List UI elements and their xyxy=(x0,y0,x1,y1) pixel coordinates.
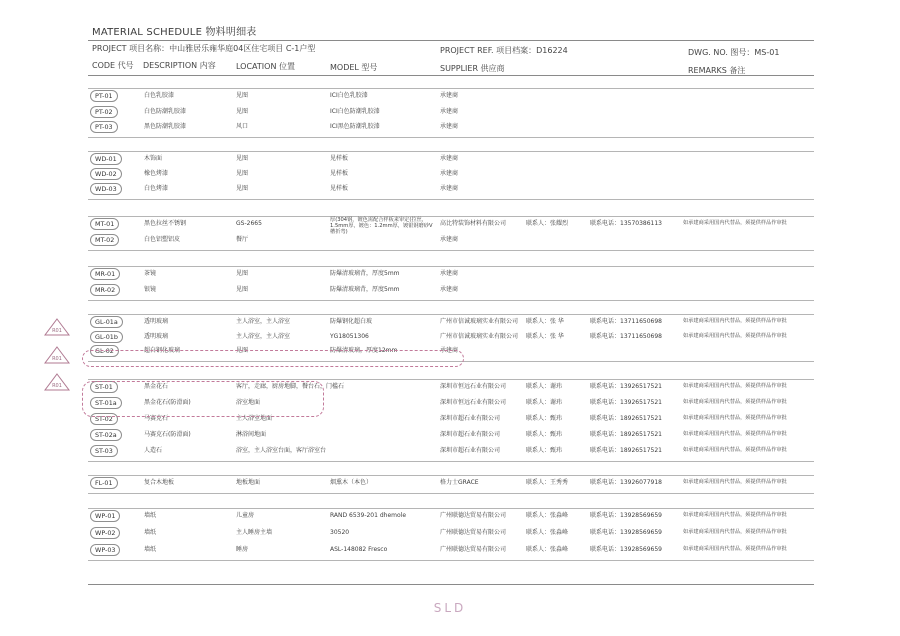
material-location: 见图 xyxy=(236,155,249,162)
material-supplier: 承建商 xyxy=(440,107,459,115)
material-remark: 如承建商采用国内代替品，须提供样品作审批 xyxy=(683,479,787,485)
material-location: 主人浴室，主人浴室 xyxy=(236,332,291,340)
supplier-phone: 联系电话：18926517521 xyxy=(590,447,662,454)
material-model: 防爆清玻璃背，厚度5mm xyxy=(330,270,400,277)
material-description: 马赛克石(防滑面) xyxy=(144,431,191,438)
material-code-badge: WP-03 xyxy=(90,544,120,556)
material-code-badge: ST-02 xyxy=(90,413,118,425)
material-description: 白色烤漆 xyxy=(144,185,169,192)
material-location: 浴室地面 xyxy=(236,399,261,406)
supplier-phone: 联系电话：13926517521 xyxy=(590,383,662,390)
material-model: YG18051306 xyxy=(330,332,369,340)
material-supplier: 深圳市恒远石业有限公司 xyxy=(440,399,507,406)
material-location: 主人睡房主墙 xyxy=(236,529,273,536)
material-location: 主人浴室地面 xyxy=(236,415,273,422)
material-model: ASL-148082 Fresco xyxy=(330,546,388,553)
material-supplier: 深圳市超石业有限公司 xyxy=(440,447,501,454)
material-description: 透明玻璃 xyxy=(144,332,169,340)
material-description: 茶镜 xyxy=(144,270,157,277)
material-description: 墙纸 xyxy=(144,512,157,519)
material-description: 墙纸 xyxy=(144,546,157,553)
material-code-badge: GL-01b xyxy=(90,331,123,343)
material-code-badge: GL-01a xyxy=(90,316,123,328)
group-rule xyxy=(88,137,814,138)
group-rule xyxy=(88,250,814,251)
material-supplier: 承建商 xyxy=(440,286,459,293)
material-remark: 如承建商采用国内代替品，须提供样品作审批 xyxy=(683,529,787,535)
material-description: 墙纸 xyxy=(144,529,157,536)
material-code-badge: GL-02 xyxy=(90,345,119,357)
group-rule xyxy=(88,300,814,301)
col-header-location: LOCATION 位置 xyxy=(236,62,295,71)
material-description: 透明玻璃 xyxy=(144,318,169,325)
material-supplier: 广州联德达贸易有限公司 xyxy=(440,546,507,553)
material-code-badge: ST-02a xyxy=(90,429,122,441)
group-rule xyxy=(88,88,814,89)
material-remark: 如承建商采用国内代替品，须提供样品作审批 xyxy=(683,431,787,437)
material-supplier: 广州联德达贸易有限公司 xyxy=(440,529,507,536)
col-header-code: CODE 代号 xyxy=(92,61,134,70)
supplier-phone: 联系电话：13711650698 xyxy=(590,332,662,340)
material-supplier: 深圳市恒远石业有限公司 xyxy=(440,383,507,390)
material-location: 睡房 xyxy=(236,546,249,553)
supplier-phone: 联系电话：13570386113 xyxy=(590,220,662,227)
material-remark: 如承建商采用国内代替品，须提供样品作审批 xyxy=(683,546,787,552)
material-remark: 如承建商采用国内代替品，须提供样品作审批 xyxy=(683,415,787,421)
material-remark: 如承建商采用国内代替品，须提供样品作审批 xyxy=(683,447,787,453)
material-code-badge: WD-03 xyxy=(90,183,122,195)
material-model: 防爆清玻璃，厚度12mm xyxy=(330,347,398,354)
group-rule xyxy=(88,560,814,561)
material-location: 淋浴间地面 xyxy=(236,431,267,438)
material-code-badge: ST-03 xyxy=(90,445,118,457)
revision-triangle-icon xyxy=(44,318,70,336)
material-description: 白色乳胶漆 xyxy=(144,92,175,99)
material-supplier: 广州市信诚玻璃实业有限公司 xyxy=(440,332,519,340)
col-header-supplier: SUPPLIER 供应商 xyxy=(440,64,505,73)
revision-cloud xyxy=(82,381,324,417)
material-code-badge: MT-02 xyxy=(90,234,119,246)
material-location: 见图 xyxy=(236,92,249,99)
material-remark: 如承建商采用国内代替品，须提供样品作审批 xyxy=(683,318,787,324)
material-location: 见图 xyxy=(236,286,249,293)
material-model: 见样板 xyxy=(330,170,349,177)
material-code-badge: PT-03 xyxy=(90,121,118,133)
material-supplier: 承建商 xyxy=(440,185,459,192)
material-location: 浴室，主人浴室台面，客厅浴室台 xyxy=(236,447,327,454)
material-model: 厚(304钢，镀色需配合样板来审定(拉丝，1.5mm厚，镀色：1.2mm厚，镀银钢磨砂V槽折弯) xyxy=(330,217,433,235)
material-supplier: 承建商 xyxy=(440,123,459,130)
material-code-badge: WP-02 xyxy=(90,527,120,539)
sheet-bottom-rule xyxy=(88,584,814,585)
material-code-badge: PT-02 xyxy=(90,106,118,118)
material-location: 主人浴室，主人浴室 xyxy=(236,318,291,325)
material-model: 防爆钢化超白玻 xyxy=(330,318,373,325)
group-rule xyxy=(88,379,814,380)
material-supplier: 格力士GRACE xyxy=(440,479,479,486)
material-description: 超白钢化玻璃 xyxy=(144,347,181,354)
group-rule xyxy=(88,216,814,217)
group-rule xyxy=(88,493,814,494)
supplier-phone: 联系电话：13928569659 xyxy=(590,529,662,536)
material-model: ICI白色防潮乳胶漆 xyxy=(330,107,380,115)
material-model: RAND 6539-201 dhemole xyxy=(330,512,407,519)
material-remark: 如承建商采用国内代替品，须提供样品作审批 xyxy=(683,399,787,405)
material-description: 人造石 xyxy=(144,447,163,454)
material-model: 烟熏木（本色） xyxy=(330,479,373,486)
material-supplier: 广州市信诚玻璃实业有限公司 xyxy=(440,318,519,325)
material-remark: 如承建商采用国内代替品，须提供样品作审批 xyxy=(683,512,787,518)
revision-label-3: R01 xyxy=(52,383,62,389)
supplier-phone: 联系电话：13926517521 xyxy=(590,399,662,406)
schedule-title: MATERIAL SCHEDULE 物料明细表 xyxy=(92,27,257,38)
material-supplier: 承建商 xyxy=(440,270,459,277)
material-supplier: 广州联德达贸易有限公司 xyxy=(440,512,507,519)
material-code-badge: PT-01 xyxy=(90,90,118,102)
supplier-phone: 联系电话：13711650698 xyxy=(590,318,662,325)
material-code-badge: FL-01 xyxy=(90,477,118,489)
material-description: 黑色拉丝不锈钢 xyxy=(144,220,187,227)
material-description: 黑金花石 xyxy=(144,383,169,390)
material-description: 橡色烤漆 xyxy=(144,170,169,177)
supplier-phone: 联系电话：18926517521 xyxy=(590,415,662,422)
material-location: 见图 xyxy=(236,185,249,192)
material-description: 木饰面 xyxy=(144,155,163,162)
material-code-badge: ST-01 xyxy=(90,381,118,393)
supplier-contact: 联系人：甄玮 xyxy=(526,431,563,438)
material-model: 30520 xyxy=(330,529,350,536)
material-code-badge: MT-01 xyxy=(90,218,119,230)
material-description: 银镜 xyxy=(144,286,157,293)
material-description: 白色铝塑铝皮 xyxy=(144,236,181,243)
group-rule xyxy=(88,151,814,152)
group-rule xyxy=(88,199,814,200)
col-header-remarks: REMARKS 备注 xyxy=(688,66,746,75)
revision-triangle-icon xyxy=(44,346,70,364)
material-location: 餐厅 xyxy=(236,236,249,243)
group-rule xyxy=(88,314,814,315)
col-header-description: DESCRIPTION 内容 xyxy=(143,61,216,70)
supplier-contact: 联系人：张淼峰 xyxy=(526,529,569,536)
material-supplier: 承建商 xyxy=(440,155,459,162)
material-model: 防爆清玻璃背，厚度5mm xyxy=(330,286,400,293)
material-supplier: 高比特装饰材料有限公司 xyxy=(440,220,507,227)
material-description: 白色防潮乳胶漆 xyxy=(144,107,187,115)
supplier-phone: 联系电话：18926517521 xyxy=(590,431,662,438)
supplier-contact: 联系人：王秀秀 xyxy=(526,479,569,486)
material-code-badge: MR-02 xyxy=(90,284,120,296)
material-supplier: 承建商 xyxy=(440,236,459,243)
header-rule-2 xyxy=(88,75,814,76)
material-description: 复合木地板 xyxy=(144,479,175,486)
material-supplier: 承建商 xyxy=(440,347,459,354)
material-location: 见图 xyxy=(236,170,249,177)
material-location: 风口 xyxy=(236,123,249,130)
material-location: GS-2665 xyxy=(236,220,262,227)
supplier-contact: 联系人：谢玮 xyxy=(526,399,563,406)
supplier-contact: 联系人：张 华 xyxy=(526,332,564,340)
material-supplier: 深圳市超石业有限公司 xyxy=(440,431,501,438)
material-remark: 如承建商采用国内代替品，须提供样品作审批 xyxy=(683,383,787,389)
material-model: ICI白色乳胶漆 xyxy=(330,92,368,99)
supplier-contact: 联系人：张 华 xyxy=(526,318,564,325)
revision-triangle-icon xyxy=(44,373,70,391)
material-location: 见图 xyxy=(236,347,249,354)
material-description: 黑色防潮乳胶漆 xyxy=(144,123,187,130)
material-description: 马赛克石 xyxy=(144,415,169,422)
material-description: 黑金花石(防滑面) xyxy=(144,399,191,406)
drawing-number: DWG. NO. 图号：MS-01 xyxy=(688,48,780,57)
supplier-phone: 联系电话：13928569659 xyxy=(590,512,662,519)
material-location: 客厅，走廊，厨房地脚，餐台石，门槛石 xyxy=(236,383,345,390)
group-rule xyxy=(88,461,814,462)
supplier-contact: 联系人：张淼峰 xyxy=(526,546,569,553)
material-code-badge: WD-02 xyxy=(90,168,122,180)
supplier-contact: 联系人：张耀烈 xyxy=(526,220,569,227)
material-code-badge: WD-01 xyxy=(90,153,122,165)
group-rule xyxy=(88,266,814,267)
material-code-badge: MR-01 xyxy=(90,268,120,280)
supplier-contact: 联系人：甄玮 xyxy=(526,447,563,454)
material-model: ICI黑色防潮乳胶漆 xyxy=(330,123,380,130)
revision-label-2: R01 xyxy=(52,356,62,362)
material-supplier: 承建商 xyxy=(440,92,459,99)
material-location: 地板地面 xyxy=(236,479,261,486)
material-model: 见样板 xyxy=(330,185,349,192)
supplier-contact: 联系人：张淼峰 xyxy=(526,512,569,519)
supplier-contact: 联系人：谢玮 xyxy=(526,383,563,390)
material-code-badge: ST-01a xyxy=(90,397,122,409)
project-name: PROJECT 项目名称：中山雅居乐雍华庭04区住宅项目 C-1户型 xyxy=(92,44,316,53)
material-code-badge: WP-01 xyxy=(90,510,120,522)
material-location: 见图 xyxy=(236,107,249,115)
sld-logo: SLD xyxy=(433,601,467,615)
material-supplier: 深圳市超石业有限公司 xyxy=(440,415,501,422)
revision-label-1: R01 xyxy=(52,328,62,334)
group-rule xyxy=(88,508,814,509)
project-ref: PROJECT REF. 项目档案：D16224 xyxy=(440,46,568,55)
material-remark: 如承建商采用国内代替品，须提供样品作审批 xyxy=(683,332,787,339)
supplier-phone: 联系电话：13926077918 xyxy=(590,479,662,486)
material-model: 见样板 xyxy=(330,155,349,162)
col-header-model: MODEL 型号 xyxy=(330,63,378,72)
material-location: 儿童房 xyxy=(236,512,255,519)
material-remark: 如承建商采用国内代替品，须提供样品作审批 xyxy=(683,220,787,226)
group-rule xyxy=(88,475,814,476)
revision-cloud xyxy=(82,347,464,367)
supplier-contact: 联系人：甄玮 xyxy=(526,415,563,422)
material-location: 见图 xyxy=(236,270,249,277)
supplier-phone: 联系电话：13928569659 xyxy=(590,546,662,553)
material-supplier: 承建商 xyxy=(440,170,459,177)
header-rule-1 xyxy=(88,40,814,41)
